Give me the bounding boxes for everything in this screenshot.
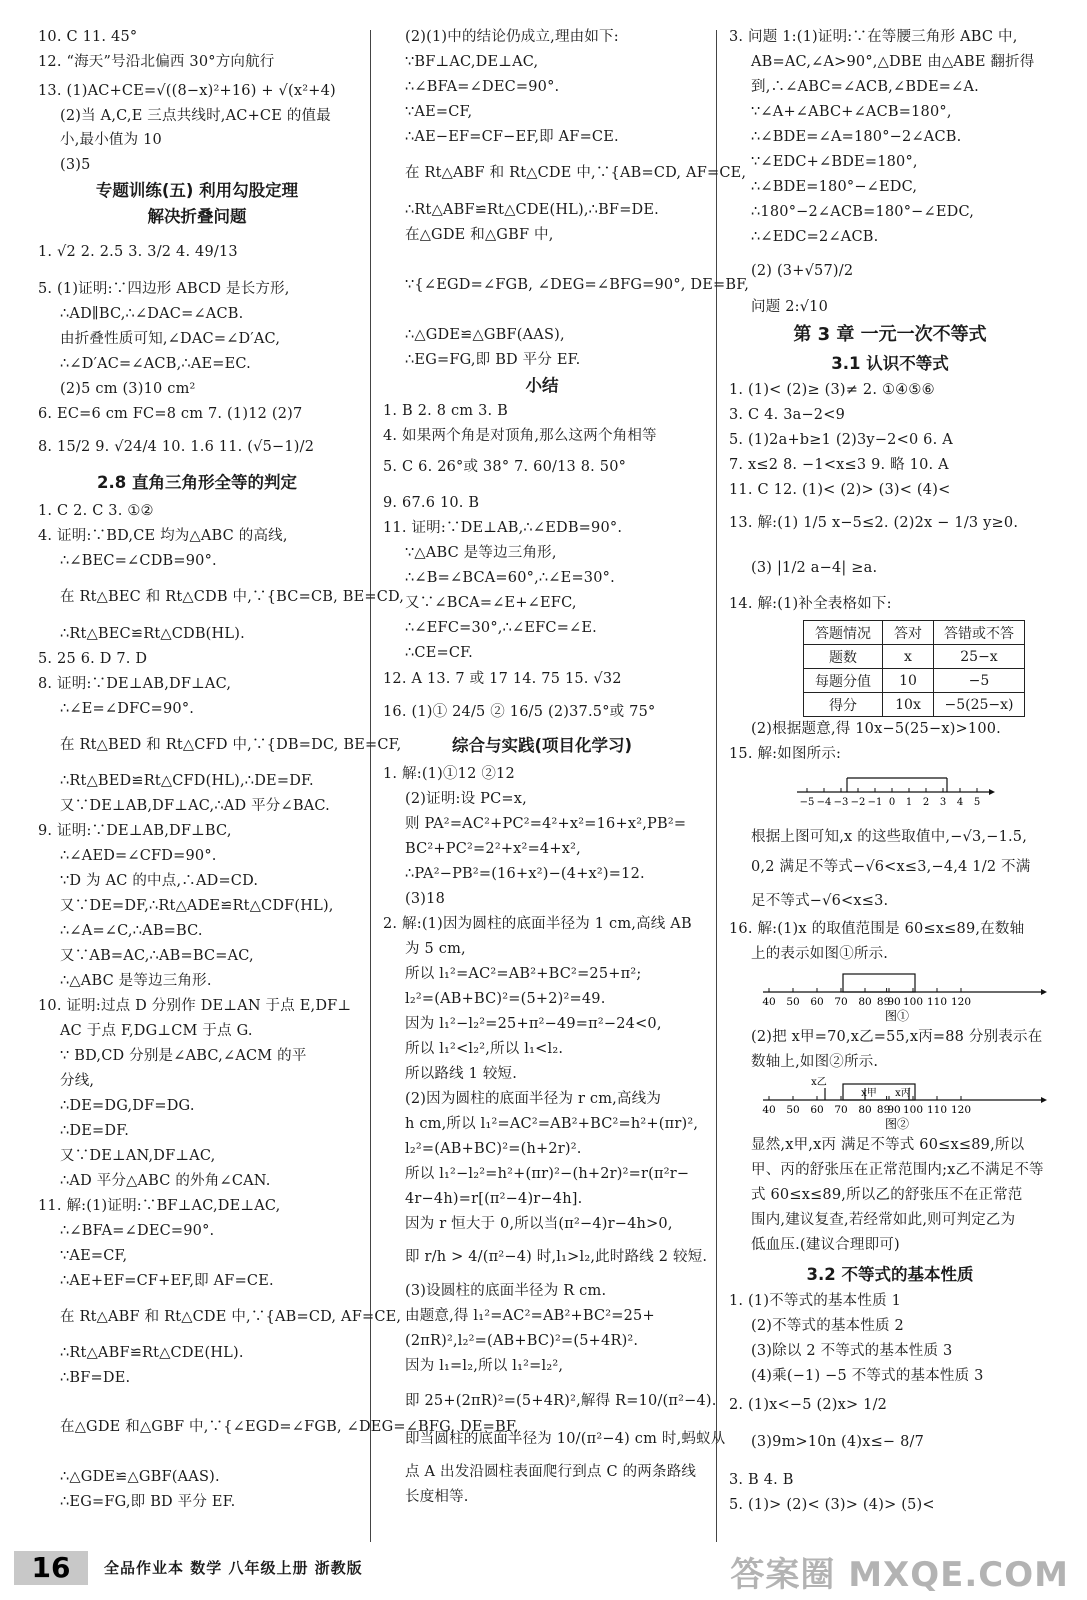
answer-line: 由题意,得 l₁²=AC²=AB²+BC²=25+	[405, 1308, 655, 1324]
answer-line: (3)除以 2 不等式的基本性质 3	[751, 1343, 953, 1359]
tick-label: 3	[939, 797, 947, 808]
answer-line: (2)根据题意,得 10x−5(25−x)>100.	[751, 721, 1001, 737]
table-cell: 答错或不答	[934, 621, 1025, 645]
answer-line: ∴AD 平分△ABC 的外角∠CAN.	[60, 1173, 271, 1189]
answer-line: ∴AE+EF=CF+EF,即 AF=CE.	[60, 1273, 274, 1289]
answer-line: ∴△ABC 是等边三角形.	[60, 973, 212, 989]
answer-line: 1. √2 2. 2.5 3. 3/2 4. 49/13	[38, 244, 238, 260]
table-row	[804, 621, 1025, 645]
number-line-fig1	[759, 966, 1049, 1024]
section-heading: 2.8 直角三角形全等的判定	[97, 473, 297, 492]
section-heading: 综合与实践(项目化学习)	[451, 736, 633, 755]
table-cell: −5	[934, 669, 1025, 693]
tick-label: 50	[786, 996, 800, 1008]
tick-label: 60	[810, 996, 824, 1008]
answer-line: 4r−4h)=r[(π²−4)r−4h].	[405, 1191, 583, 1207]
answer-line: ∵∠EDC+∠BDE=180°,	[751, 154, 918, 170]
answer-line: ∵AE=CF,	[60, 1248, 128, 1264]
answer-line: 显然,x甲,x丙 满足不等式 60≤x≤89,所以	[751, 1137, 1025, 1153]
answer-line: l₂²=(AB+BC)²=(h+2r)².	[405, 1141, 582, 1157]
tick-label: −5	[799, 797, 815, 808]
answer-line: 16. 解:(1)x 的取值范围是 60≤x≤89,在数轴	[729, 921, 1025, 937]
answer-line: 长度相等.	[405, 1489, 469, 1505]
arrow-icon	[1041, 1097, 1047, 1103]
answer-line: 数轴上,如图②所示.	[751, 1054, 879, 1070]
tick-label: 100	[902, 996, 924, 1008]
tick-label: 50	[786, 1104, 800, 1116]
tick-label: 89	[876, 996, 891, 1008]
answer-line: (2)把 x甲=70,x乙=55,x丙=88 分别表示在	[751, 1029, 1043, 1045]
answer-line: 5. C 6. 26°或 38° 7. 60/13 8. 50°	[383, 459, 627, 475]
range-box	[843, 974, 915, 992]
answer-line: (3) |1/2 a−4| ≥a.	[751, 560, 878, 576]
answer-line: 15. 解:如图所示:	[729, 746, 842, 762]
table-row	[804, 669, 1025, 693]
chapter-heading: 第 3 章 一元一次不等式	[793, 324, 987, 345]
answer-line: (2) (3+√57)/2	[751, 263, 854, 279]
answer-line: (2πR)²,l₂²=(AB+BC)²=(5+4R)².	[405, 1333, 639, 1349]
tick-label: 60	[810, 1104, 824, 1116]
tick-label: 0	[888, 797, 896, 808]
answer-line: 6. EC=6 cm FC=8 cm 7. (1)12 (2)7	[38, 406, 303, 422]
answer-line: 1. C 2. C 3. ①②	[38, 503, 154, 519]
answer-line: 甲、丙的舒张压在正常范围内;x乙不满足不等	[751, 1162, 1044, 1178]
answer-line: ∵△ABC 是等边三角形,	[405, 545, 557, 561]
tick-group	[762, 1096, 971, 1116]
answer-line: ∴CE=CF.	[405, 645, 473, 661]
answer-line: 因为 r 恒大于 0,所以当(π²−4)r−4h>0,	[405, 1216, 673, 1232]
answer-line: ∴BF=DE.	[60, 1370, 131, 1386]
answer-line: ∴EG=FG,即 BD 平分 EF.	[60, 1494, 236, 1510]
answer-line: 所以 l₁²<l₂²,所以 l₁<l₂.	[405, 1041, 564, 1057]
tick-group	[800, 788, 981, 808]
tick-label: −4	[816, 797, 832, 808]
answer-line: ∵ BD,CD 分别是∠ABC,∠ACM 的平	[60, 1048, 307, 1064]
answer-line: 16. (1)① 24/5 ② 16/5 (2)37.5°或 75°	[383, 704, 656, 720]
watermark-logo: 答案圈 MXQE.COM	[730, 1555, 1069, 1595]
table-cell: 10x	[883, 693, 934, 717]
answer-line: 所以 l₁²=AC²=AB²+BC²=25+π²;	[405, 966, 642, 982]
answer-line: 2. (1)x<−5 (2)x> 1/2	[729, 1397, 888, 1413]
answer-line: 低血压.(建议合理即可)	[751, 1237, 900, 1253]
tick-label: 89	[876, 1104, 891, 1116]
table-cell: 得分	[804, 693, 883, 717]
table-row	[804, 693, 1025, 717]
answer-line: ∴∠B=∠BCA=60°,∴∠E=30°.	[405, 570, 615, 586]
tick-label: −1	[867, 797, 883, 808]
answer-line: 3. C 4. 3a−2<9	[729, 407, 846, 423]
answer-line: ∵BF⊥AC,DE⊥AC,	[405, 54, 539, 70]
answer-line: 5. (1)2a+b≥1 (2)3y−2<0 6. A	[729, 432, 953, 448]
section-heading: 3.2 不等式的基本性质	[806, 1265, 974, 1284]
answer-line: ∵AE=CF,	[405, 104, 473, 120]
answer-line: ∵D 为 AC 的中点,∴AD=CD.	[60, 873, 259, 889]
tick-label: 2	[922, 797, 930, 808]
tick-label: −2	[850, 797, 866, 808]
answer-line: h cm,所以 l₁²=AC²=AB²+BC²=h²+(πr)²,	[405, 1116, 699, 1132]
tick-label: 4	[956, 797, 964, 808]
table-row	[804, 645, 1025, 669]
tick-label: 40	[762, 996, 776, 1008]
answer-line: 5. 25 6. D 7. D	[38, 651, 148, 667]
answer-line: ∴Rt△BED≌Rt△CFD(HL),∴DE=DF.	[60, 773, 314, 789]
answer-line: 为 5 cm,	[405, 941, 466, 957]
answer-line: 在 Rt△ABF 和 Rt△CDE 中,∵{AB=CD, AF=CE,	[60, 1309, 402, 1325]
answer-line: 到,∴∠ABC=∠ACB,∠BDE=∠A.	[751, 79, 979, 95]
answer-line: 2. 解:(1)因为圆柱的底面半径为 1 cm,高线 AB	[383, 916, 692, 932]
answer-line: 8. 15/2 9. √24/4 10. 1.6 11. (√5−1)/2	[38, 439, 315, 455]
marker-label: x乙	[811, 1077, 827, 1088]
answer-line: 9. 证明:∵DE⊥AB,DF⊥BC,	[38, 823, 232, 839]
marker-label: x甲	[861, 1088, 877, 1099]
answer-line: ∵{∠EGD=∠FGB, ∠DEG=∠BFG=90°, DE=BF,	[405, 277, 750, 293]
answer-line: 在 Rt△ABF 和 Rt△CDE 中,∵{AB=CD, AF=CE,	[405, 165, 747, 181]
answer-line: 0,2 满足不等式−√6<x≤3,−4,4 1/2 不满	[751, 859, 1031, 875]
figure-label: 图①	[884, 1009, 910, 1023]
answer-line: ∴∠BDE=180°−∠EDC,	[751, 179, 918, 195]
answer-line: 因为 l₁²−l₂²=25+π²−49=π²−24<0,	[405, 1016, 662, 1032]
footer-title: 全品作业本 数学 八年级上册 浙教版	[104, 1559, 363, 1577]
answer-line: 即 r/h > 4/(π²−4) 时,l₁>l₂,此时路线 2 较短.	[405, 1249, 708, 1265]
section-heading: 3.1 认识不等式	[831, 354, 949, 373]
answer-line: 14. 解:(1)补全表格如下:	[729, 596, 892, 612]
answer-line: 即 25+(2πR)²=(5+4R)²,解得 R=10/(π²−4).	[405, 1393, 717, 1409]
table-cell: 答题情况	[804, 621, 883, 645]
answer-line: 在△GDE 和△GBF 中,∵{∠EGD=∠FGB, ∠DEG=∠BFG, DE=BF,	[60, 1419, 519, 1435]
answer-line: 所以 l₁²−l₂²=h²+(πr)²−(h+2r)²=r(π²r−	[405, 1166, 690, 1182]
tick-label: 80	[858, 1104, 872, 1116]
answer-line: ∴AD∥BC,∴∠DAC=∠ACB.	[60, 306, 244, 322]
tick-group	[762, 988, 971, 1008]
answer-line: 12. “海天”号沿北偏西 30°方向航行	[38, 54, 275, 70]
answer-line: 9. 67.6 10. B	[383, 495, 480, 511]
answer-line: (4)乘(−1) −5 不等式的基本性质 3	[751, 1368, 984, 1384]
tick-label: −3	[833, 797, 849, 808]
score-table	[803, 620, 1025, 717]
answer-line: ∴∠BDE=∠A=180°−2∠ACB.	[751, 129, 962, 145]
section-heading: 解决折叠问题	[147, 207, 247, 226]
section-heading: 专题训练(五) 利用勾股定理	[95, 181, 299, 200]
answer-line: 在△GDE 和△GBF 中,	[405, 227, 554, 243]
answer-line: ∴△GDE≌△GBF(AAS),	[405, 327, 565, 343]
answer-line: ∴△GDE≌△GBF(AAS).	[60, 1469, 220, 1485]
answer-line: 3. B 4. B	[729, 1472, 794, 1488]
tick-label: 5	[973, 797, 981, 808]
answer-line: 5. (1)证明:∵四边形 ABCD 是长方形,	[38, 281, 290, 297]
answer-line: 又∵AB=AC,∴AB=BC=AC,	[60, 948, 254, 964]
answer-line: 4. 证明:∵BD,CE 均为△ABC 的高线,	[38, 528, 288, 544]
figure-label: 图②	[884, 1117, 910, 1131]
answer-line: (2)不等式的基本性质 2	[751, 1318, 904, 1334]
answer-line: (2)证明:设 PC=x,	[405, 791, 527, 807]
answer-line: (2)5 cm (3)10 cm²	[60, 381, 196, 397]
answer-line: 4. 如果两个角是对顶角,那么这两个角相等	[383, 428, 657, 444]
answer-line: AC 于点 F,DG⊥CM 于点 G.	[60, 1023, 253, 1039]
answer-line: ∴∠EFC=30°,∴∠EFC=∠E.	[405, 620, 597, 636]
answer-line: 1. (1)< (2)≥ (3)≠ 2. ①④⑤⑥	[729, 382, 935, 398]
answer-line: (2)(1)中的结论仍成立,理由如下:	[405, 29, 619, 45]
answer-line: 围内,建议复查,若经常如此,则可判定乙为	[751, 1212, 1016, 1228]
answer-line: ∴DE=DF.	[60, 1123, 130, 1139]
answer-line: 分线,	[60, 1073, 95, 1089]
answer-line: ∴AE−EF=CF−EF,即 AF=CE.	[405, 129, 619, 145]
answer-line: 问题 2:√10	[751, 299, 829, 315]
answer-line: 上的表示如图①所示.	[751, 946, 889, 962]
answer-line: ∴∠BEC=∠CDB=90°.	[60, 553, 217, 569]
answer-line: 1. (1)不等式的基本性质 1	[729, 1293, 902, 1309]
answer-line: 11. 证明:∵DE⊥AB,∴∠EDB=90°.	[383, 520, 623, 536]
answer-line: (2)当 A,C,E 三点共线时,AC+CE 的值最	[60, 108, 331, 124]
answer-line: 由折叠性质可知,∠DAC=∠D′AC,	[60, 331, 281, 347]
answer-line: 1. 解:(1)①12 ②12	[383, 766, 515, 782]
answer-line: 12. A 13. 7 或 17 14. 75 15. √32	[383, 671, 622, 687]
section-heading: 小结	[525, 376, 559, 395]
table-cell: 每题分值	[804, 669, 883, 693]
answer-line: 1. B 2. 8 cm 3. B	[383, 403, 508, 419]
answer-line: ∵∠A+∠ABC+∠ACB=180°,	[751, 104, 952, 120]
answer-line: ∴EG=FG,即 BD 平分 EF.	[405, 352, 581, 368]
page-number: 16	[14, 1551, 88, 1585]
answer-line: ∴PA²−PB²=(16+x²)−(4+x²)=12.	[405, 866, 645, 882]
tick-label: 70	[834, 1104, 848, 1116]
answer-line: (3)9m>10n (4)x≤− 8/7	[751, 1434, 925, 1450]
answer-line: 11. 解:(1)证明:∵BF⊥AC,DE⊥AC,	[38, 1198, 281, 1214]
arrow-icon	[989, 789, 995, 795]
marker-label: x丙	[895, 1088, 911, 1099]
arrow-icon	[1041, 989, 1047, 995]
table-cell: 10	[883, 669, 934, 693]
tick-label: 80	[858, 996, 872, 1008]
answer-line: 8. 证明:∵DE⊥AB,DF⊥AC,	[38, 676, 232, 692]
answer-line: 则 PA²=AC²+PC²=4²+x²=16+x²,PB²=	[405, 816, 687, 832]
answer-line: 10. 证明:过点 D 分别作 DE⊥AN 于点 E,DF⊥	[38, 998, 352, 1014]
column-3	[729, 28, 1051, 1543]
answer-line: ∴∠BFA=∠DEC=90°.	[60, 1223, 215, 1239]
answer-line: 13. 解:(1) 1/5 x−5≤2. (2)2x − 1/3 y≥0.	[729, 515, 1019, 531]
table-cell: 答对	[883, 621, 934, 645]
answer-line: 又∵DE⊥AN,DF⊥AC,	[60, 1148, 216, 1164]
answer-line: 10. C 11. 45°	[38, 29, 138, 45]
table-cell: −5(25−x)	[934, 693, 1025, 717]
answer-line: (3)设圆柱的底面半径为 R cm.	[405, 1283, 607, 1299]
answer-line: 13. (1)AC+CE=√((8−x)²+16) + √(x²+4)	[38, 83, 336, 99]
answer-line: BC²+PC²=2²+x²=4+x²,	[405, 841, 581, 857]
answer-line: ∴180°−2∠ACB=180°−∠EDC,	[751, 204, 975, 220]
tick-label: 70	[834, 996, 848, 1008]
answer-line: 又∵∠BCA=∠E+∠EFC,	[405, 595, 577, 611]
tick-label: 1	[905, 797, 913, 808]
answer-line: ∴∠BFA=∠DEC=90°.	[405, 79, 560, 95]
answer-line: ∴∠E=∠DFC=90°.	[60, 701, 195, 717]
answer-line: 点 A 出发沿圆柱表面爬行到点 C 的两条路线	[405, 1464, 697, 1480]
answer-line: l₂²=(AB+BC)²=(5+2)²=49.	[405, 991, 606, 1007]
answer-line: AB=AC,∠A>90°,△DBE 由△ABE 翻折得	[751, 54, 1035, 70]
tick-label: 120	[950, 996, 972, 1008]
answer-line: (3)18	[405, 891, 445, 907]
answer-line: 在 Rt△BED 和 Rt△CFD 中,∵{DB=DC, BE=CF,	[60, 737, 402, 753]
answer-line: ∴∠D′AC=∠ACB,∴AE=EC.	[60, 356, 251, 372]
answer-line: ∴Rt△ABF≌Rt△CDE(HL).	[60, 1345, 244, 1361]
answer-line: ∴∠A=∠C,∴AB=BC.	[60, 923, 203, 939]
answer-line: 11. C 12. (1)< (2)> (3)< (4)<	[729, 482, 951, 498]
number-line-15	[793, 770, 993, 810]
answer-line: (3)5	[60, 157, 91, 173]
answer-line: 足不等式−√6<x≤3.	[751, 893, 889, 909]
tick-label: 90	[887, 996, 901, 1008]
answer-line: ∴DE=DG,DF=DG.	[60, 1098, 195, 1114]
table-cell: x	[883, 645, 934, 669]
answer-line: 7. x≤2 8. −1<x≤3 9. 略 10. A	[729, 457, 949, 473]
answer-line: 在 Rt△BEC 和 Rt△CDB 中,∵{BC=CB, BE=CD,	[60, 589, 405, 605]
tick-label: 110	[926, 996, 948, 1008]
tick-label: 40	[762, 1104, 776, 1116]
answer-line: 3. 问题 1:(1)证明:∵在等腰三角形 ABC 中,	[729, 29, 1018, 45]
number-line-fig2	[759, 1074, 1049, 1132]
answer-line: 根据上图可知,x 的这些取值中,−√3,−1.5,	[751, 829, 1028, 845]
tick-label: 120	[950, 1104, 972, 1116]
answer-line: 又∵DE⊥AB,DF⊥AC,∴AD 平分∠BAC.	[60, 798, 330, 814]
answer-line: ∴Rt△BEC≌Rt△CDB(HL).	[60, 626, 245, 642]
answer-line: 5. (1)> (2)< (3)> (4)> (5)<	[729, 1497, 935, 1513]
answer-line: ∴∠AED=∠CFD=90°.	[60, 848, 217, 864]
tick-label: 90	[887, 1104, 901, 1116]
answer-line: 又∵DE=DF,∴Rt△ADE≌Rt△CDF(HL),	[60, 898, 334, 914]
answer-line: ∴∠EDC=2∠ACB.	[751, 229, 879, 245]
answer-line: (2)因为圆柱的底面半径为 r cm,高线为	[405, 1091, 662, 1107]
tick-label: 100	[902, 1104, 924, 1116]
answer-line: 所以路线 1 较短.	[405, 1066, 518, 1082]
answer-line: 式 60≤x≤89,所以乙的舒张压不在正常范	[751, 1187, 1023, 1203]
column-2	[383, 28, 750, 1543]
answer-line: 小,最小值为 10	[60, 132, 162, 148]
column-divider	[716, 30, 717, 1542]
table-cell: 25−x	[934, 645, 1025, 669]
answer-line: 因为 l₁=l₂,所以 l₁²=l₂²,	[405, 1358, 564, 1374]
table-cell: 题数	[804, 645, 883, 669]
answer-line: ∴Rt△ABF≌Rt△CDE(HL),∴BF=DE.	[405, 202, 659, 218]
answer-line: 即当圆柱的底面半径为 10/(π²−4) cm 时,蚂蚁从	[405, 1431, 726, 1447]
tick-label: 110	[926, 1104, 948, 1116]
